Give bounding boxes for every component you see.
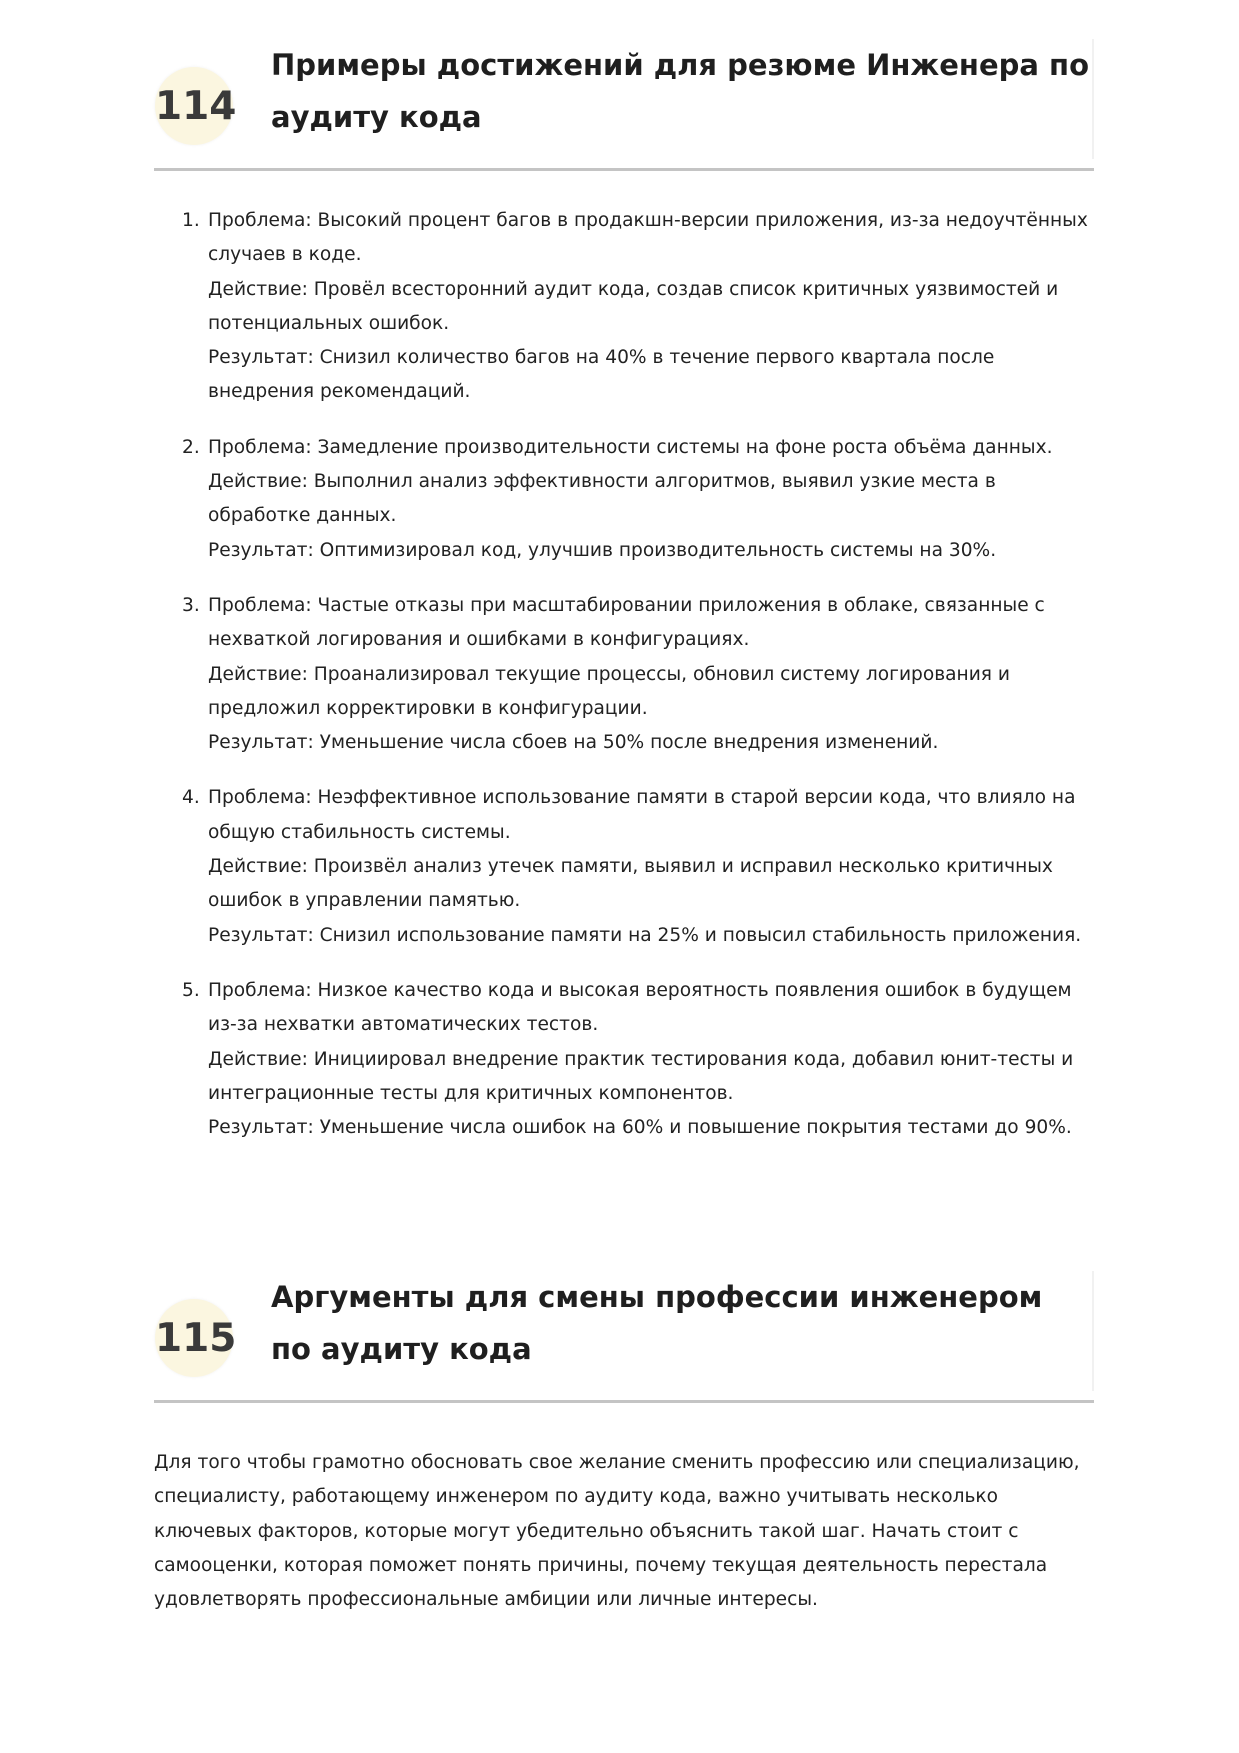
- result-text: Результат: Уменьшение числа ошибок на 60% и повышение покрытия тестами до 90%.: [208, 1117, 1072, 1139]
- list-item-number: 1.: [182, 210, 200, 231]
- action-text: Действие: Произвёл анализ утечек памяти, выявил и исправил несколько критичных ошибок в управлении памятью.: [208, 856, 1053, 912]
- section-number: 114: [155, 84, 237, 129]
- result-text: Результат: Уменьшение числа сбоев на 50% после внедрения изменений.: [208, 732, 939, 754]
- list-item-number: 2.: [182, 436, 200, 458]
- action-text: Действие: Проанализировал текущие процессы, обновил систему логирования и предложил корректировки в конфигурации.: [208, 663, 1010, 719]
- section-header-115: [154, 1263, 1094, 1403]
- list-item: [182, 781, 1102, 952]
- problem-text: Проблема: Низкое качество кода и высокая вероятность появления ошибок в будущем из-за нехватки автоматических тестов.: [208, 979, 1072, 1036]
- achievements-list: [182, 204, 1102, 1166]
- list-item: [182, 204, 1102, 410]
- list-item: [182, 431, 1102, 568]
- action-text: Действие: Провёл всесторонний аудит кода, создав список критичных уязвимостей и потенциальных ошибок.: [208, 278, 1059, 334]
- section-number: 115: [155, 1316, 237, 1361]
- problem-text: Проблема: Частые отказы при масштабировании приложения в облаке, связанные с нехваткой логирования и ошибками в конфигурациях.: [208, 594, 1045, 651]
- section-number-badge: [155, 67, 237, 145]
- list-item: [182, 589, 1102, 760]
- problem-text: Проблема: Замедление производительности системы на фоне роста объёма данных.: [208, 436, 1053, 458]
- list-item-number: 5.: [182, 979, 200, 1001]
- list-item-number: 3.: [182, 594, 200, 616]
- list-item: [182, 974, 1102, 1145]
- action-text: Действие: Выполнил анализ эффективности алгоритмов, выявил узкие места в обработке данных.: [208, 471, 996, 527]
- problem-text: Проблема: Неэффективное использование памяти в старой версии кода, что влияло на общую стабильность системы.: [208, 787, 1076, 843]
- section-title: Примеры достижений для резюме Инженера по аудиту кода: [271, 48, 1090, 134]
- section-title: Аргументы для смены профессии инженером по аудиту кода: [271, 1280, 1043, 1366]
- result-text: Результат: Оптимизировал код, улучшив производительность системы на 30%.: [208, 539, 997, 561]
- list-item-number: 4.: [182, 787, 200, 809]
- result-text: Результат: Снизил использование памяти на 25% и повысил стабильность приложения.: [208, 924, 1082, 946]
- section-number-badge: [155, 1299, 237, 1377]
- problem-text: Проблема: Высокий процент багов в продакшн-версии приложения, из-за недоучтённых случаев в коде.: [208, 210, 1088, 266]
- action-text: Действие: Инициировал внедрение практик тестирования кода, добавил юнит-тесты и интеграционные тесты для критичных компонентов.: [208, 1048, 1074, 1104]
- intro-paragraph: Для того чтобы грамотно обосновать свое желание сменить профессию или специализацию, специалисту, работающему инженером по аудиту кода, важно учитывать несколько ключевых факторов, которые могут убедительно объяснить такой шаг. Начать стоит с самооценки, которая поможет понять причины, почему текущая деятельность перестала удовлетворять профессиональные амбиции или личные интересы.: [154, 1452, 1080, 1611]
- result-text: Результат: Снизил количество багов на 40% в течение первого квартала после внедрения рекомендаций.: [208, 347, 995, 403]
- section-header-114: [154, 31, 1094, 171]
